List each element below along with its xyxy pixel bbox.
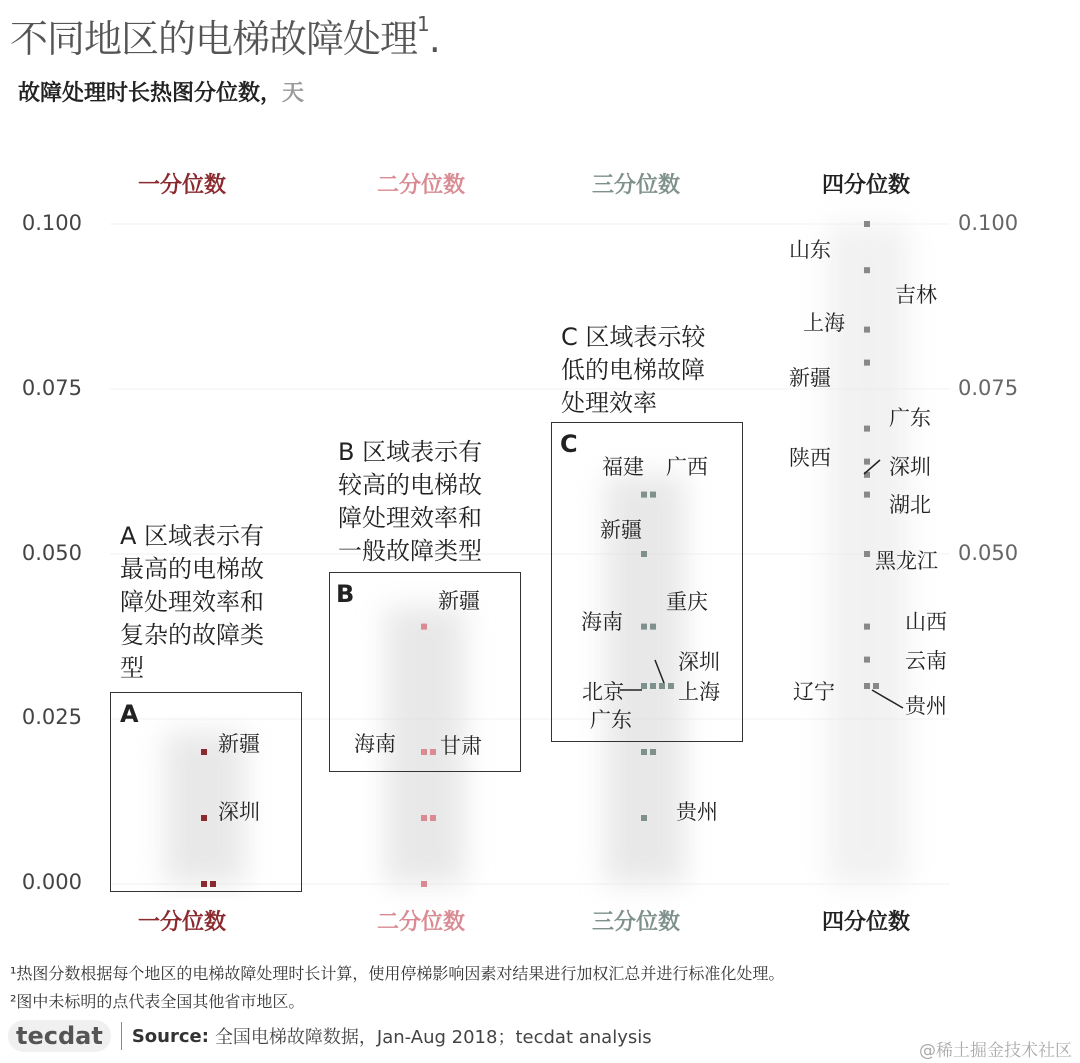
point-4-10	[864, 657, 870, 663]
point-label-q4-hubei: 湖北	[889, 493, 931, 517]
point-4-3	[864, 360, 870, 366]
region-a-annotation: A 区域表示有 最高的电梯故 障处理效率和 复杂的故障类 型	[120, 522, 265, 682]
chart-subtitle: 故障处理时长热图分位数，天	[18, 81, 305, 106]
point-4-4	[864, 426, 870, 432]
point-label-q4-shenzhen: 深圳	[889, 455, 931, 479]
point-4-0	[864, 221, 870, 227]
region-b-annotation: B 区域表示有 较高的电梯故 障处理效率和 一般故障类型	[338, 438, 483, 565]
point-label-q1-xinjiang: 新疆	[218, 732, 260, 756]
y-tick-left-1: 0.025	[21, 705, 82, 729]
column-label-top-q1: 一分位数	[137, 173, 227, 198]
point-label-q3-guangxi: 广西	[666, 455, 708, 479]
point-label-q4-shaanxi: 陕西	[789, 446, 831, 470]
point-label-q4-heilongjiang: 黑龙江	[875, 549, 938, 573]
point-4-8	[864, 551, 870, 557]
point-label-q3-guizhou: 贵州	[676, 800, 718, 824]
point-label-q3-fujian: 福建	[602, 455, 644, 479]
point-label-q2-hainan: 海南	[354, 732, 396, 756]
chart-title: 不同地区的电梯故障处理$^1$.	[10, 12, 440, 61]
source-label: Source:	[131, 1025, 209, 1047]
region-c-letter: C	[560, 430, 578, 458]
point-label-q3-shenzhen: 深圳	[678, 650, 720, 674]
point-label-q4-guangdong: 广东	[889, 406, 931, 430]
point-label-q4-shandong: 山东	[789, 238, 831, 262]
point-2-5	[421, 881, 427, 887]
point-label-q3-beijing: 北京	[582, 680, 624, 704]
y-tick-left-0: 0.000	[21, 870, 82, 894]
region-b-letter: B	[336, 580, 355, 608]
point-2-4	[430, 815, 436, 821]
point-4-5	[864, 459, 870, 465]
column-label-top-q2: 二分位数	[376, 173, 466, 198]
column-label-bottom-q1: 一分位数	[137, 910, 227, 935]
y-tick-right-3: 0.075	[958, 376, 1019, 400]
point-label-q2-gansu: 甘肃	[440, 734, 482, 758]
source-text: 全国电梯故障数据，Jan-Aug 2018；tecdat analysis	[214, 1027, 652, 1048]
point-4-11	[864, 683, 870, 689]
point-4-9	[864, 624, 870, 630]
point-label-q3-hainan: 海南	[581, 610, 623, 634]
point-label-q2-xinjiang: 新疆	[438, 589, 480, 613]
point-label-q4-yunnan: 云南	[905, 649, 947, 673]
point-3-9	[641, 749, 647, 755]
point-4-1	[864, 267, 870, 273]
y-tick-right-2: 0.050	[958, 541, 1019, 565]
column-label-bottom-q4: 四分位数	[821, 910, 911, 935]
y-tick-left-3: 0.075	[21, 376, 82, 400]
footnote-2: ²图中未标明的点代表全国其他省市地区。	[10, 992, 305, 1011]
point-label-q4-shanghai: 上海	[803, 311, 845, 335]
point-4-7	[864, 492, 870, 498]
point-3-10	[650, 749, 656, 755]
column-label-top-q4: 四分位数	[821, 173, 911, 198]
point-label-q1-shenzhen: 深圳	[218, 800, 260, 824]
point-2-3	[421, 815, 427, 821]
point-label-q4-jilin: 吉林	[895, 283, 937, 307]
footnote-1: ¹热图分数根据每个地区的电梯故障处理时长计算，使用停梯影响因素对结果进行加权汇总并进行标准化处理。	[10, 964, 785, 983]
column-label-bottom-q2: 二分位数	[376, 910, 466, 935]
subtitle-unit: 天	[282, 81, 305, 106]
point-label-q3-chongqing: 重庆	[666, 590, 708, 614]
point-4-12	[873, 683, 879, 689]
region-a-letter: A	[120, 700, 139, 728]
point-label-q3-xinjiang: 新疆	[600, 518, 642, 542]
y-tick-left-2: 0.050	[21, 541, 82, 565]
y-tick-left-4: 0.100	[21, 211, 82, 235]
tecdat-logo: tecdat	[8, 1020, 111, 1052]
source-divider	[121, 1022, 122, 1050]
source-line	[8, 1018, 652, 1054]
point-label-q3-shanghai: 上海	[678, 680, 720, 704]
point-label-q4-liaoning: 辽宁	[793, 680, 835, 704]
watermark: @稀土掘金技术社区	[919, 1041, 1072, 1061]
y-tick-right-4: 0.100	[958, 211, 1019, 235]
region-c-annotation: C 区域表示较 低的电梯故障 处理效率	[561, 323, 706, 417]
point-label-q4-xinjiang: 新疆	[789, 366, 831, 390]
column-label-top-q3: 三分位数	[591, 173, 681, 198]
point-label-q4-guizhou: 贵州	[905, 694, 947, 718]
point-4-2	[864, 327, 870, 333]
column-label-bottom-q3: 三分位数	[591, 910, 681, 935]
point-label-q3-guangdong: 广东	[590, 708, 632, 732]
point-3-11	[641, 815, 647, 821]
point-label-q4-shanxi: 山西	[905, 610, 947, 634]
